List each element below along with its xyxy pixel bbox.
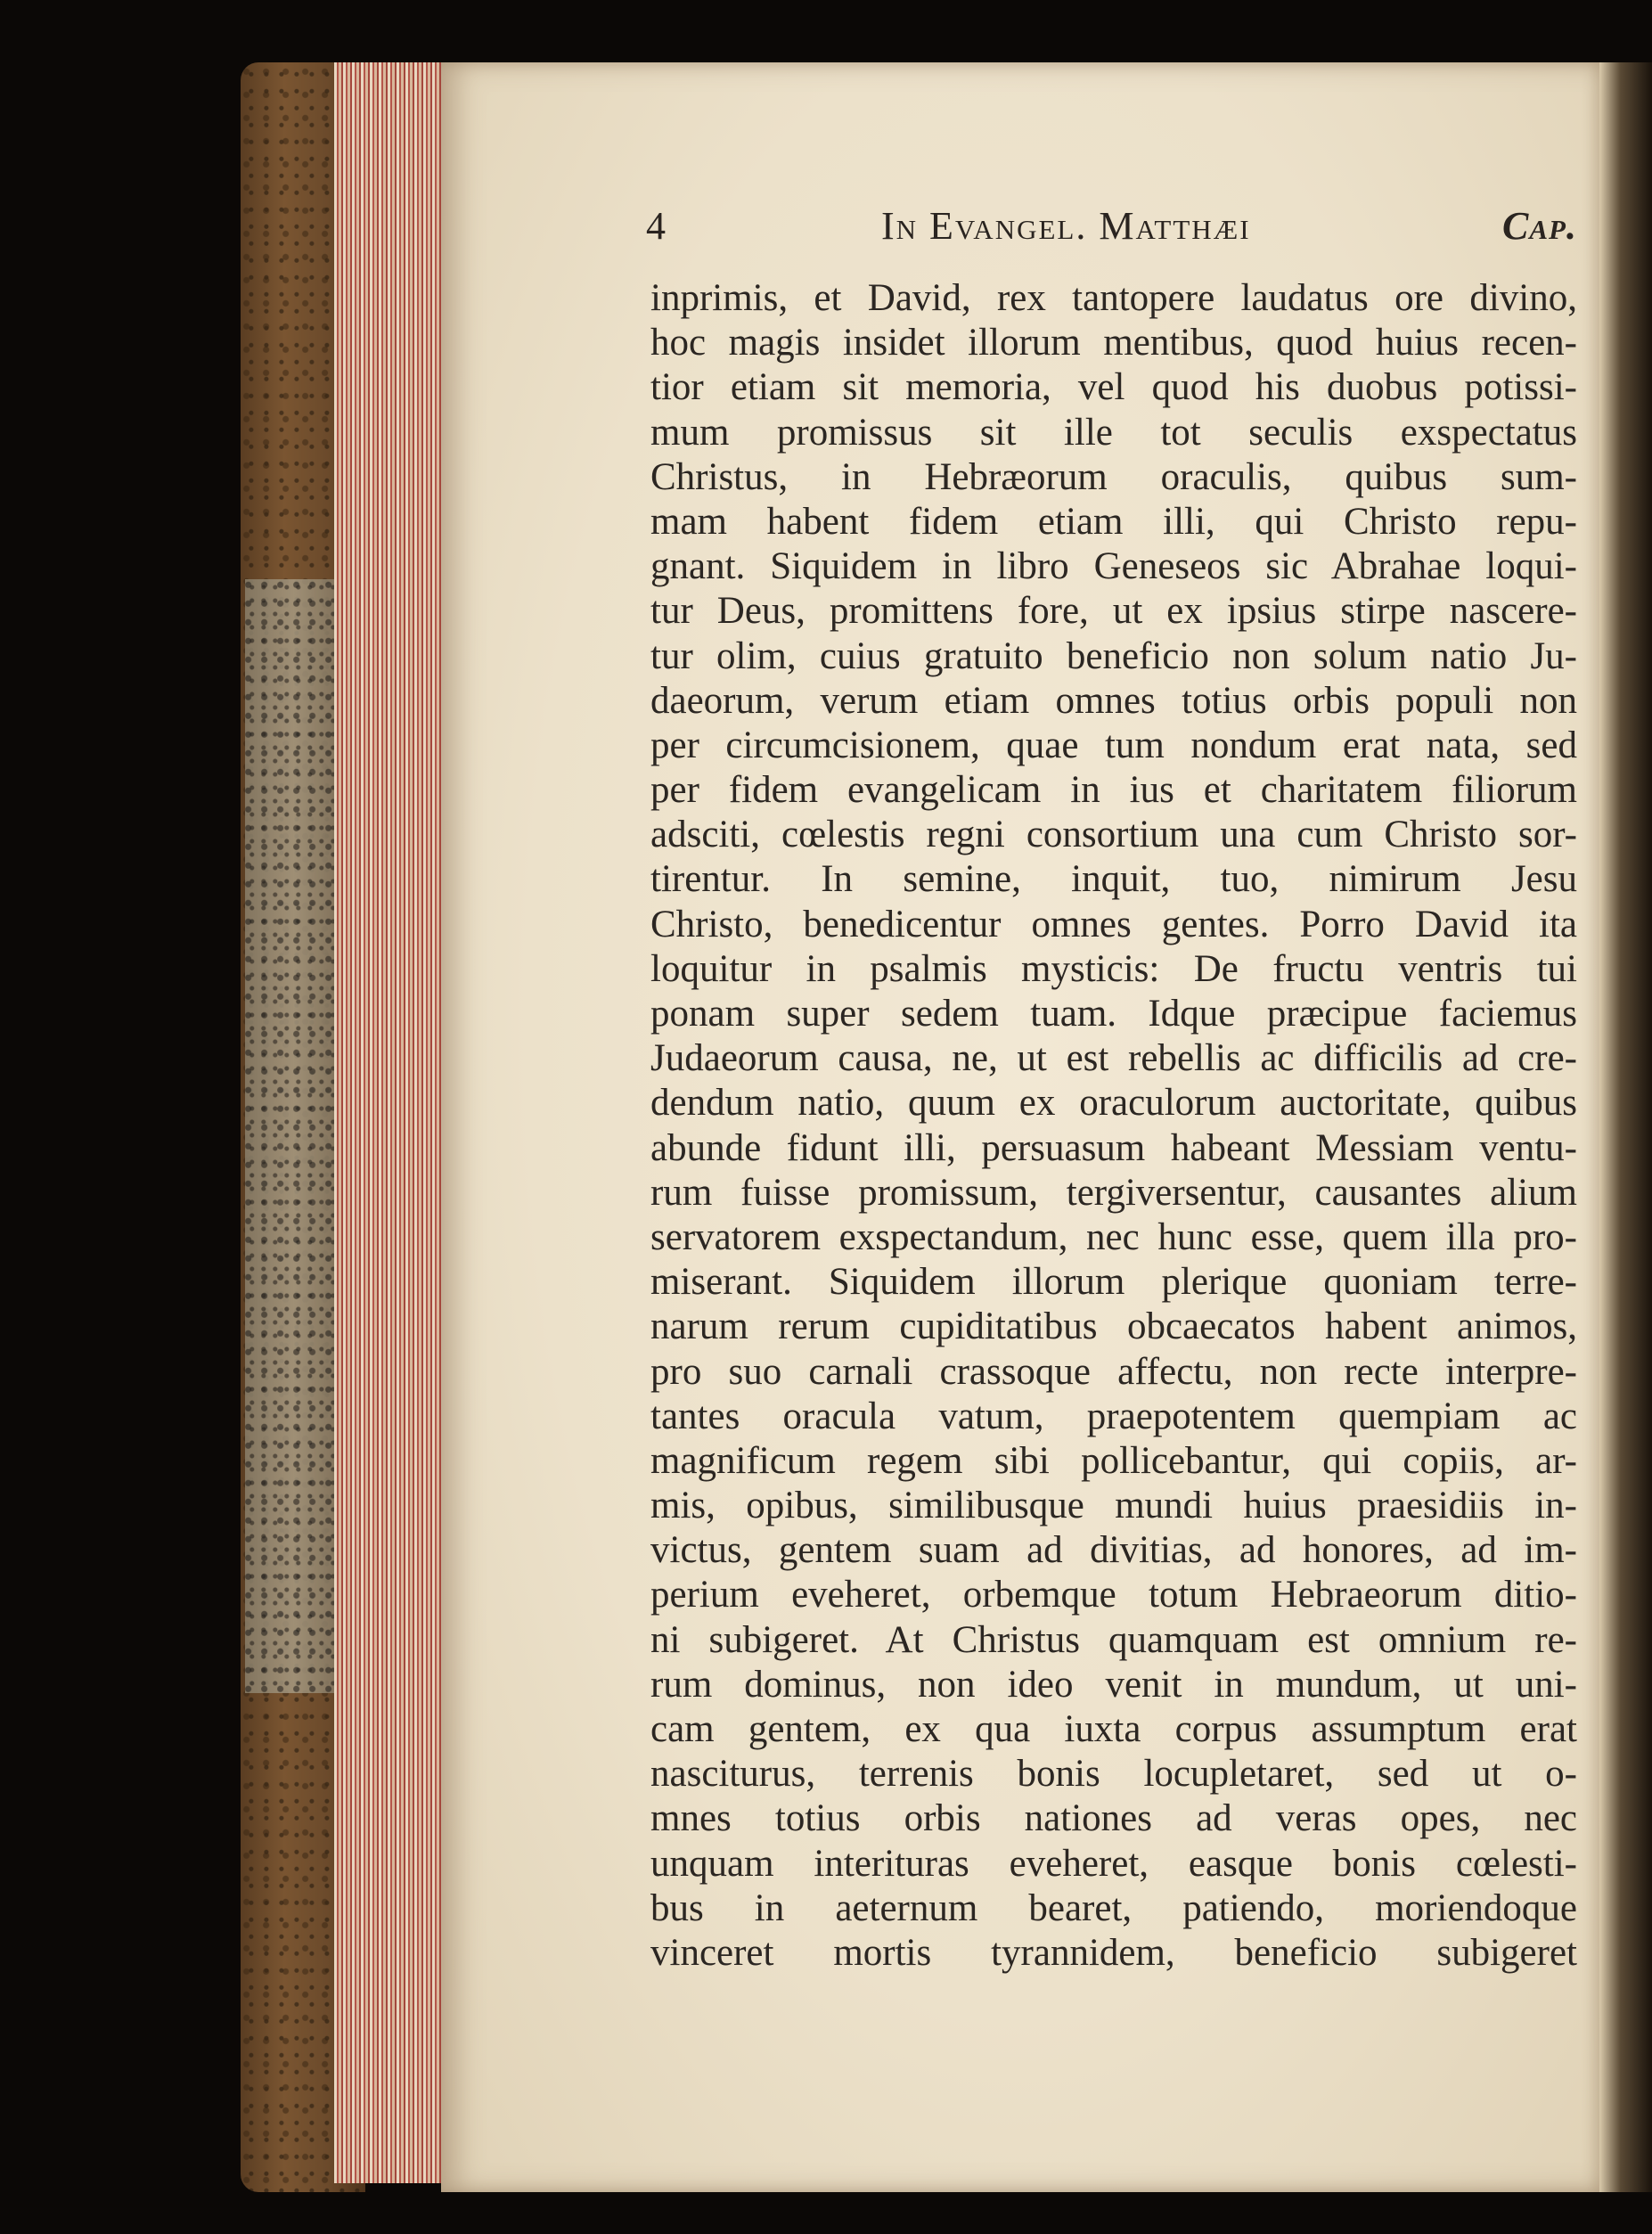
text-line: ponam super sedem tuam. Idque præcipue faciemus bbox=[650, 993, 1577, 1035]
running-title: In Evangel. Matthæi bbox=[881, 204, 1251, 248]
text-line: ni subigeret. At Christus quamquam est omnium re- bbox=[650, 1618, 1577, 1661]
text-line: mam habent fidem etiam illi, qui Christo repu- bbox=[650, 500, 1577, 543]
text-line: mis, opibus, similibusque mundi huius praesidiis in- bbox=[650, 1485, 1577, 1527]
running-header bbox=[646, 203, 1586, 257]
text-line: pro suo carnali crassoque affectu, non recte interpre- bbox=[650, 1350, 1577, 1393]
text-line: rum fuisse promissum, tergiversentur, causantes alium bbox=[650, 1171, 1577, 1214]
text-line: mnes totius orbis nationes ad veras opes, nec bbox=[650, 1797, 1577, 1840]
gutter-shadow bbox=[1599, 62, 1652, 2192]
text-line: servatorem exspectandum, nec hunc esse, quem illa pro- bbox=[650, 1215, 1577, 1258]
page-edges bbox=[334, 62, 446, 2183]
text-line: victus, gentem suam ad divitias, ad honores, ad im- bbox=[650, 1529, 1577, 1572]
text-line: loquitur in psalmis mysticis: De fructu ventris tui bbox=[650, 947, 1577, 990]
text-line: tantes oracula vatum, praepotentem quempiam ac bbox=[650, 1395, 1577, 1437]
text-line: abunde fidunt illi, persuasum habeant Messiam ventu- bbox=[650, 1126, 1577, 1169]
text-line: gnant. Siquidem in libro Geneseos sic Abrahae loqui- bbox=[650, 545, 1577, 588]
text-line: miserant. Siquidem illorum plerique quoniam terre- bbox=[650, 1261, 1577, 1304]
text-line: inprimis, et David, rex tantopere laudatus ore divino, bbox=[650, 277, 1577, 319]
page-number: 4 bbox=[646, 204, 667, 248]
book-cover-marbled-paper bbox=[245, 579, 343, 1693]
text-line: nasciturus, terrenis bonis locupletaret, sed ut o- bbox=[650, 1753, 1577, 1796]
text-line: Judaeorum causa, ne, ut est rebellis ac difficilis ad cre- bbox=[650, 1037, 1577, 1080]
chapter-label: Cap. bbox=[1502, 204, 1577, 248]
text-line: unquam interituras eveheret, easque bonis cœlesti- bbox=[650, 1842, 1577, 1885]
text-line: Christo, benedicentur omnes gentes. Porro David ita bbox=[650, 903, 1577, 945]
text-line: tior etiam sit memoria, vel quod his duobus potissi- bbox=[650, 366, 1577, 409]
body-text bbox=[650, 276, 1577, 1976]
text-line: perium eveheret, orbemque totum Hebraeorum ditio- bbox=[650, 1574, 1577, 1616]
text-line: tur Deus, promittens fore, ut ex ipsius stirpe nascere- bbox=[650, 590, 1577, 633]
text-line: cam gentem, ex qua iuxta corpus assumptum erat bbox=[650, 1708, 1577, 1750]
text-line: tirentur. In semine, inquit, tuo, nimirum Jesu bbox=[650, 858, 1577, 901]
text-line: rum dominus, non ideo venit in mundum, ut uni- bbox=[650, 1663, 1577, 1706]
text-line: tur olim, cuius gratuito beneficio non solum natio Ju- bbox=[650, 634, 1577, 677]
text-line: per fidem evangelicam in ius et charitatem filiorum bbox=[650, 769, 1577, 812]
text-line: adsciti, cœlestis regni consortium una cum Christo sor- bbox=[650, 814, 1577, 856]
text-line: dendum natio, quum ex oraculorum auctoritate, quibus bbox=[650, 1082, 1577, 1125]
text-line: bus in aeternum bearet, patiendo, moriendoque bbox=[650, 1886, 1577, 1929]
text-line: vinceret mortis tyrannidem, beneficio subigeret bbox=[650, 1931, 1577, 1974]
text-line: daeorum, verum etiam omnes totius orbis populi non bbox=[650, 679, 1577, 722]
text-line: magnificum regem sibi pollicebantur, qui copiis, ar- bbox=[650, 1439, 1577, 1482]
text-line: per circumcisionem, quae tum nondum erat nata, sed bbox=[650, 724, 1577, 766]
text-line: Christus, in Hebræorum oraculis, quibus sum- bbox=[650, 455, 1577, 498]
text-line: mum promissus sit ille tot seculis exspectatus bbox=[650, 411, 1577, 454]
text-line: narum rerum cupiditatibus obcaecatos habent animos, bbox=[650, 1305, 1577, 1348]
text-line: hoc magis insidet illorum mentibus, quod huius recen- bbox=[650, 322, 1577, 364]
